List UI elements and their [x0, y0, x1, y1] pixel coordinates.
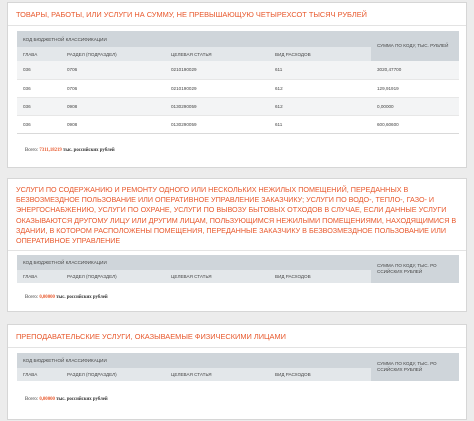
section-total	[25, 148, 115, 153]
table-row	[17, 79, 459, 97]
section-total	[25, 295, 108, 300]
cell: 0130290059	[171, 103, 197, 109]
sum-header: СУММА ПО КОДУ, ТЫС. РО ССИЙСКИХ РУБЛЕЙ	[377, 361, 437, 372]
cell: 0,00000	[377, 103, 394, 109]
table-row	[17, 97, 459, 115]
cell: 129,91919	[377, 85, 399, 91]
budget-table	[17, 353, 459, 381]
col-expense-type: ВИД РАСХОДОВ	[275, 372, 311, 377]
col-chapter: ГЛАВА	[23, 274, 38, 279]
table-row	[17, 115, 459, 133]
col-section: РАЗДЕЛ (ПОДРАЗДЕЛ)	[67, 274, 117, 279]
kbk-group-header: КОД БЮДЖЕТНОЙ КЛАССИФИКАЦИИ	[23, 358, 107, 363]
total-amount: 0,00000	[39, 295, 55, 300]
section-title: УСЛУГИ ПО СОДЕРЖАНИЮ И РЕМОНТУ ОДНОГО ИЛИ НЕСКОЛЬКИХ НЕЖИЛЫХ ПОМЕЩЕНИЙ, ПЕРЕДАННЫХ В БЕЗВОЗМЕЗДНОЕ ПОЛЬЗОВАНИЕ ИЛИ ОПЕРАТИВНОЕ УПРАВЛЕНИЕ ЗАКАЗЧИКУ; УСЛУГИ ПО ВОДО-, ТЕПЛО-, ГАЗО- И ЭНЕРГОСНАБЖЕНИЮ, УСЛУГИ ПО ОХРАНЕ, УСЛУГИ ПО ВЫВОЗУ БЫТОВЫХ ОТХОДОВ В СЛУЧАЕ, ЕСЛИ ДАННЫЕ УСЛУГИ ОКАЗЫВАЮТСЯ ДРУГОМУ ЛИЦУ ИЛИ ДРУГИМ ЛИЦАМ, ПОЛЬЗУЮЩИМСЯ НЕЖИЛЫМИ ПОМЕЩЕНИЯМИ, НАХОДЯЩИМИСЯ В ЗДАНИИ, В КОТОРОМ РАСПОЛОЖЕНЫ ПОМЕЩЕНИЯ, ПЕРЕДАННЫЕ ЗАКАЗЧИКУ В БЕЗВОЗМЕЗДНОЕ ПОЛЬЗОВАНИЕ ИЛИ ОПЕРАТИВНОЕ УПРАВЛЕНИЕ	[8, 179, 466, 251]
section-title: ПРЕПОДАВАТЕЛЬСКИЕ УСЛУГИ, ОКАЗЫВАЕМЫЕ ФИЗИЧЕСКИМИ ЛИЦАМИ	[8, 325, 466, 348]
cell: 600,60600	[377, 121, 399, 127]
table-group-header-row	[17, 31, 459, 47]
cell: 0210190029	[171, 85, 197, 91]
col-expense-type: ВИД РАСХОДОВ	[275, 274, 311, 279]
cell: 0210190029	[171, 67, 197, 73]
cell: 3020,47700	[377, 67, 402, 73]
total-label: Всего:	[25, 295, 39, 300]
col-target: ЦЕЛЕВАЯ СТАТЬЯ	[171, 372, 212, 377]
total-label: Всего:	[25, 148, 39, 153]
kbk-group-header: КОД БЮДЖЕТНОЙ КЛАССИФИКАЦИИ	[23, 260, 107, 265]
sum-header: СУММА ПО КОДУ, ТЫС. РУБЛЕЙ	[377, 43, 449, 48]
sum-header: СУММА ПО КОДУ, ТЫС. РО ССИЙСКИХ РУБЛЕЙ	[377, 263, 437, 274]
section-title: ТОВАРЫ, РАБОТЫ, ИЛИ УСЛУГИ НА СУММУ, НЕ ПРЕВЫШАЮЩУЮ ЧЕТЫРЕХСОТ ТЫСЯЧ РУБЛЕЙ	[8, 3, 466, 26]
budget-table	[17, 31, 459, 134]
cell: 036	[23, 103, 31, 109]
cell: 612	[275, 103, 283, 109]
cell: 611	[275, 67, 283, 73]
cell: 611	[275, 121, 283, 127]
total-unit: тыс. российских рублей	[56, 397, 108, 402]
section-small-purchases	[7, 2, 467, 168]
total-amount: 0,00000	[39, 397, 55, 402]
col-target: ЦЕЛЕВАЯ СТАТЬЯ	[171, 274, 212, 279]
cell: 036	[23, 121, 31, 127]
section-teaching-services	[7, 324, 467, 420]
cell: 036	[23, 85, 31, 91]
table-group-header-row	[17, 353, 459, 368]
cell: 0706	[67, 67, 78, 73]
col-section: РАЗДЕЛ (ПОДРАЗДЕЛ)	[67, 372, 117, 377]
section-maintenance-services	[7, 178, 467, 312]
table-group-header-row	[17, 255, 459, 270]
cell: 0130290059	[171, 121, 197, 127]
cell: 0908	[67, 121, 78, 127]
col-chapter: ГЛАВА	[23, 51, 38, 57]
kbk-group-header: КОД БЮДЖЕТНОЙ КЛАССИФИКАЦИИ	[23, 36, 107, 42]
table-row	[17, 61, 459, 79]
total-unit: тыс. российских рублей	[56, 295, 108, 300]
col-section: РАЗДЕЛ (ПОДРАЗДЕЛ)	[67, 51, 117, 57]
section-total	[25, 397, 108, 402]
col-expense-type: ВИД РАСХОДОВ	[275, 51, 311, 57]
cell: 0706	[67, 85, 78, 91]
total-label: Всего:	[25, 397, 39, 402]
cell: 612	[275, 85, 283, 91]
total-unit: тыс. российских рублей	[63, 148, 115, 153]
cell: 036	[23, 67, 31, 73]
col-chapter: ГЛАВА	[23, 372, 38, 377]
total-amount: 7311,18219	[39, 148, 62, 153]
col-target: ЦЕЛЕВАЯ СТАТЬЯ	[171, 51, 212, 57]
budget-table	[17, 255, 459, 283]
cell: 0908	[67, 103, 78, 109]
